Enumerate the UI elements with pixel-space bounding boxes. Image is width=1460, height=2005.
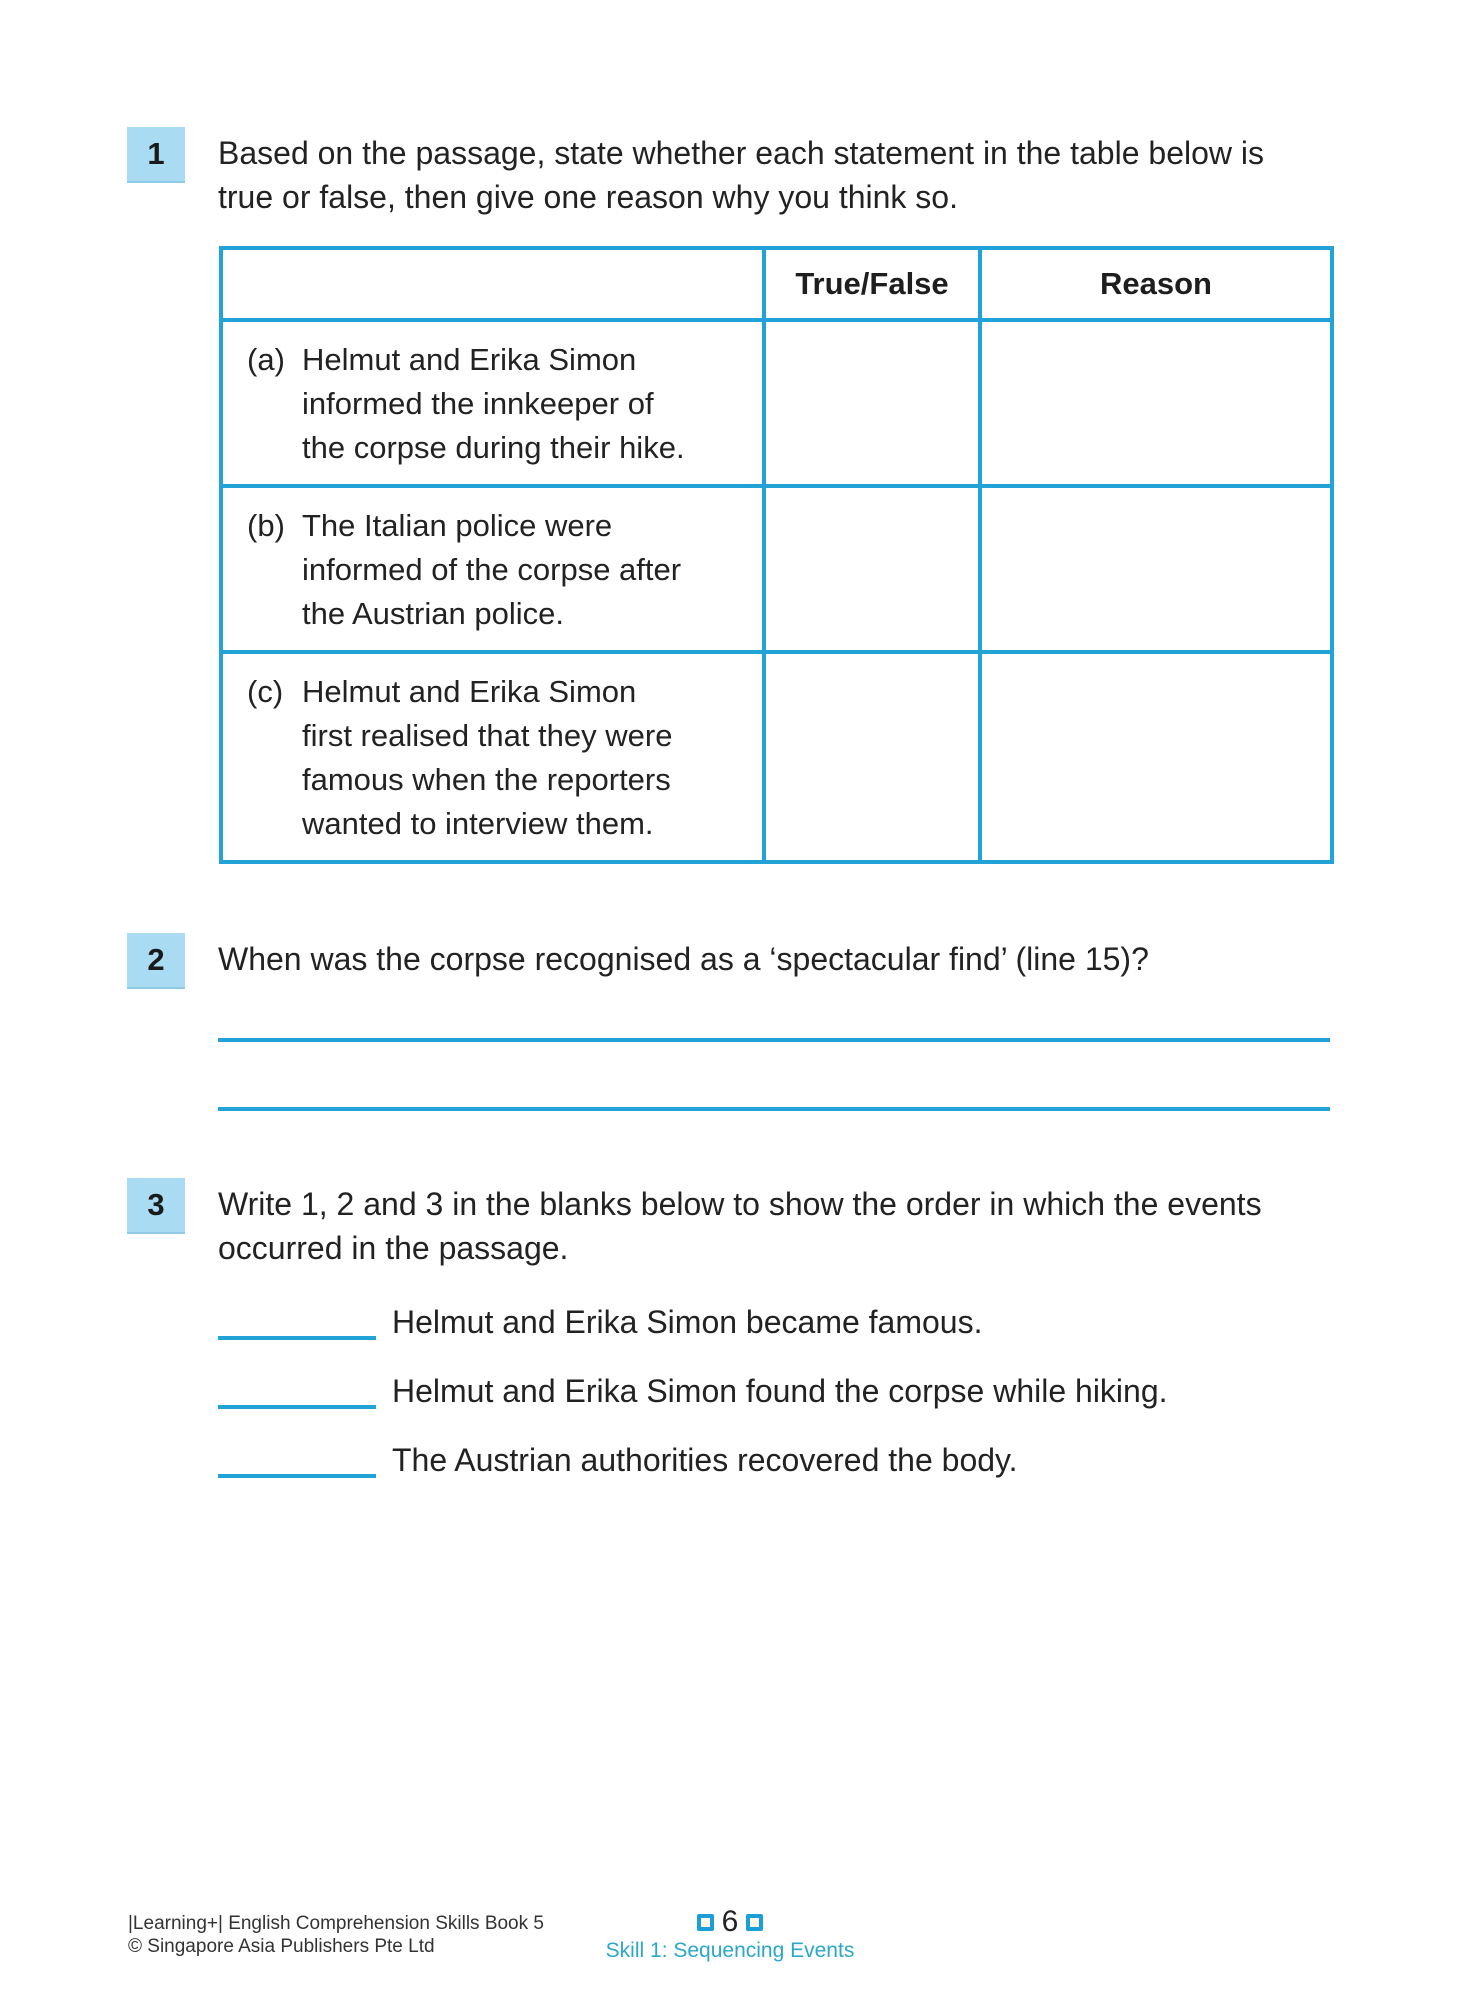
true-false-answer-cell[interactable]: [764, 652, 980, 862]
question-3-prompt: [218, 1182, 1328, 1270]
question-number: 1: [147, 136, 165, 171]
table-header-row: [221, 248, 1332, 320]
reason-answer-cell[interactable]: [980, 486, 1332, 652]
question-2-prompt-line-1: When was the corpse recognised as a ‘spectacular find’ (line 15)?: [218, 941, 1149, 977]
header-statement: [221, 248, 764, 320]
page-number-row: [580, 1905, 880, 1939]
event-text: The Austrian authorities recovered the body.: [392, 1442, 1018, 1478]
statement-text: [302, 338, 742, 470]
order-blank[interactable]: [218, 1474, 376, 1478]
statement-text: [302, 504, 742, 636]
table-row-b: [221, 486, 1332, 652]
answer-line-2[interactable]: [218, 1107, 1330, 1111]
statement-text: [302, 670, 742, 846]
footer-publication-info: [128, 1912, 544, 1958]
true-false-answer-cell[interactable]: [764, 486, 980, 652]
reason-answer-cell[interactable]: [980, 652, 1332, 862]
skill-label: Skill 1: Sequencing Events: [605, 1939, 855, 1962]
statement-line: informed of the corpse after: [302, 552, 682, 587]
sequence-item-1: [218, 1300, 982, 1344]
statement-line: famous when the reporters: [302, 762, 671, 797]
sequence-item-3: [218, 1438, 1018, 1482]
order-blank[interactable]: [218, 1405, 376, 1409]
statement-cell: [221, 652, 764, 862]
question-number-badge-3: [127, 1178, 185, 1234]
sequence-item-2: [218, 1369, 1168, 1413]
question-1-prompt-line-2: true or false, then give one reason why you think so.: [218, 179, 958, 215]
event-text: Helmut and Erika Simon found the corpse while hiking.: [392, 1373, 1168, 1409]
table-row-c: [221, 652, 1332, 862]
question-1-prompt: [218, 131, 1328, 219]
question-3-prompt-line-2: occurred in the passage.: [218, 1230, 569, 1266]
question-number-badge-2: [127, 933, 185, 989]
question-number: 3: [147, 1187, 165, 1222]
statement-cell: [221, 320, 764, 486]
question-2-prompt: [218, 937, 1328, 981]
true-false-answer-cell[interactable]: [764, 320, 980, 486]
statement-line: the Austrian police.: [302, 596, 564, 631]
question-number: 2: [147, 942, 165, 977]
statement-line: the corpse during their hike.: [302, 430, 685, 465]
statement-line: Helmut and Erika Simon: [302, 342, 637, 377]
question-3-prompt-line-1: Write 1, 2 and 3 in the blanks below to show the order in which the events: [218, 1186, 1262, 1222]
copyright-notice: © Singapore Asia Publishers Pte Ltd: [128, 1936, 435, 1957]
table-row-a: [221, 320, 1332, 486]
reason-answer-cell[interactable]: [980, 320, 1332, 486]
order-blank[interactable]: [218, 1336, 376, 1340]
header-true-false: True/False: [764, 248, 980, 320]
statement-line: informed the innkeeper of: [302, 386, 654, 421]
statement-cell: [221, 486, 764, 652]
question-number-badge-1: [127, 127, 185, 183]
book-title: |Learning+| English Comprehension Skills Book 5: [128, 1913, 544, 1934]
book-page-icon: [746, 1914, 763, 1931]
statement-line: first realised that they were: [302, 718, 673, 753]
statement-line: Helmut and Erika Simon: [302, 674, 637, 709]
header-reason: Reason: [980, 248, 1332, 320]
statement-letter: (a): [247, 342, 285, 377]
page-number: 6: [721, 1905, 739, 1938]
statement-letter: (c): [247, 674, 284, 709]
question-1-prompt-line-1: Based on the passage, state whether each statement in the table below is: [218, 135, 1264, 171]
statement-letter: (b): [247, 508, 285, 543]
answer-line-1[interactable]: [218, 1038, 1330, 1042]
footer-page-info: [580, 1905, 880, 1963]
true-false-table: [219, 246, 1334, 864]
event-text: Helmut and Erika Simon became famous.: [392, 1304, 983, 1340]
statement-line: The Italian police were: [302, 508, 613, 543]
book-page-icon: [697, 1914, 714, 1931]
statement-line: wanted to interview them.: [302, 806, 654, 841]
